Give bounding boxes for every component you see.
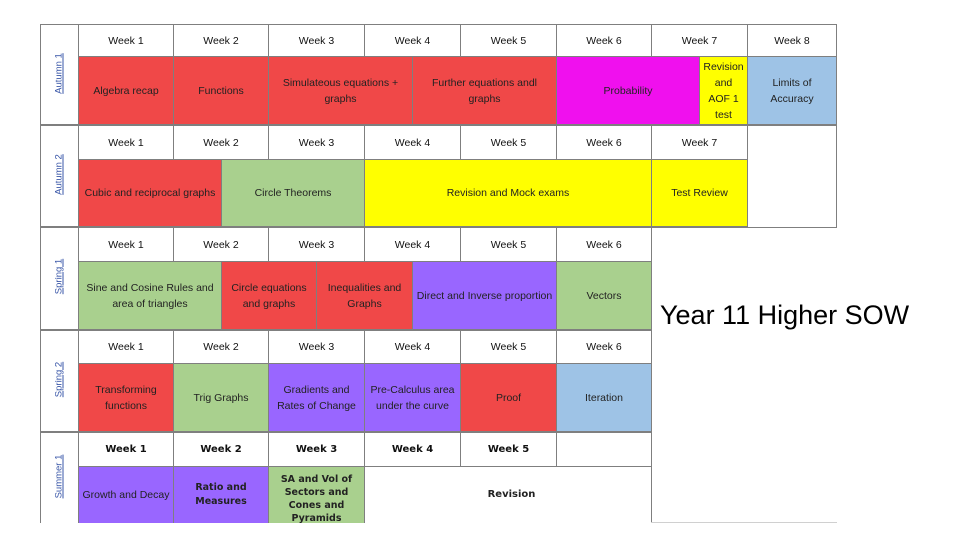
week-header: Week 3 [268, 125, 365, 160]
topic-cell: Test Review [651, 159, 748, 227]
topic-cell: Proof [460, 363, 557, 432]
term-label-autumn-1: Autumn 1 [53, 53, 65, 94]
topic-cell: Revision [364, 466, 652, 523]
week-header: Week 6 [556, 125, 652, 160]
week-header: Week 6 [556, 227, 652, 262]
topic-cell: Gradients and Rates of Change [268, 363, 365, 432]
week-header: Week 4 [364, 227, 461, 262]
week-header: Week 1 [78, 227, 174, 262]
topic-cell: Functions [173, 56, 269, 125]
term-spring-1 [40, 227, 78, 330]
row-divider [651, 522, 837, 523]
week-header: Week 5 [460, 227, 557, 262]
week-header: Week 2 [173, 227, 269, 262]
empty-cell [556, 432, 652, 467]
week-header: Week 4 [364, 330, 461, 364]
topic-cell: Iteration [556, 363, 652, 432]
week-header: Week 2 [173, 24, 269, 57]
topic-cell: Pre-Calculus area under the curve [364, 363, 461, 432]
week-header: Week 6 [556, 24, 652, 57]
week-header: Week 3 [268, 330, 365, 364]
week-header: Week 3 [268, 24, 365, 57]
topic-cell: Revision and AOF 1 test [699, 56, 748, 125]
topic-cell: Direct and Inverse proportion [412, 261, 557, 330]
topic-cell: Circle Theorems [221, 159, 365, 227]
topic-cell: Transforming functions [78, 363, 174, 432]
week-header: Week 5 [460, 24, 557, 57]
topic-cell: Limits of Accuracy [747, 56, 837, 125]
topic-cell: Probability [556, 56, 700, 125]
term-label-spring-1: Spring 1 [53, 258, 65, 295]
week-header: Week 1 [78, 125, 174, 160]
week-header: Week 7 [651, 24, 748, 57]
topic-cell: Simulateous equations + graphs [268, 56, 413, 125]
week-header: Week 5 [460, 330, 557, 364]
week-header: Week 8 [747, 24, 837, 57]
week-header: Week 1 [78, 330, 174, 364]
week-header: Week 2 [173, 125, 269, 160]
topic-cell: Sine and Cosine Rules and area of triangles [78, 261, 222, 330]
topic-cell: Inequalities and Graphs [316, 261, 413, 330]
term-autumn-1 [40, 24, 78, 125]
term-label-autumn-2: Autumn 2 [53, 154, 65, 195]
week-header: Week 2 [173, 432, 269, 467]
page-title: Year 11 Higher SOW [660, 300, 910, 330]
topic-cell: Vectors [556, 261, 652, 330]
week-header: Week 1 [78, 432, 174, 467]
week-header: Week 1 [78, 24, 174, 57]
term-label-spring-2: Spring 2 [53, 361, 65, 398]
week-header: Week 7 [651, 125, 748, 160]
term-label-summer-1: Summer 1 [53, 454, 65, 499]
term-autumn-2 [40, 125, 78, 227]
week-header: Week 2 [173, 330, 269, 364]
week-header: Week 4 [364, 125, 461, 160]
topic-cell: SA and Vol of Sectors and Cones and Pyramids [268, 466, 365, 523]
topic-cell: Algebra recap [78, 56, 174, 125]
topic-cell: Trig Graphs [173, 363, 269, 432]
topic-cell: Further equations andl graphs [412, 56, 557, 125]
topic-cell: Growth and Decay [78, 466, 174, 523]
week-header: Week 6 [556, 330, 652, 364]
week-header: Week 5 [460, 125, 557, 160]
topic-cell: Circle equations and graphs [221, 261, 317, 330]
week-header: Week 4 [364, 24, 461, 57]
term-spring-2 [40, 330, 78, 432]
topic-cell: Revision and Mock exams [364, 159, 652, 227]
week-header: Week 4 [364, 432, 461, 467]
term-summer-1 [40, 432, 78, 523]
week-header: Week 5 [460, 432, 557, 467]
topic-cell: Ratio and Measures [173, 466, 269, 523]
topic-cell: Cubic and reciprocal graphs [78, 159, 222, 227]
week-header: Week 3 [268, 227, 365, 262]
row-divider [651, 227, 837, 228]
week-header: Week 3 [268, 432, 365, 467]
empty-cell [747, 125, 837, 227]
